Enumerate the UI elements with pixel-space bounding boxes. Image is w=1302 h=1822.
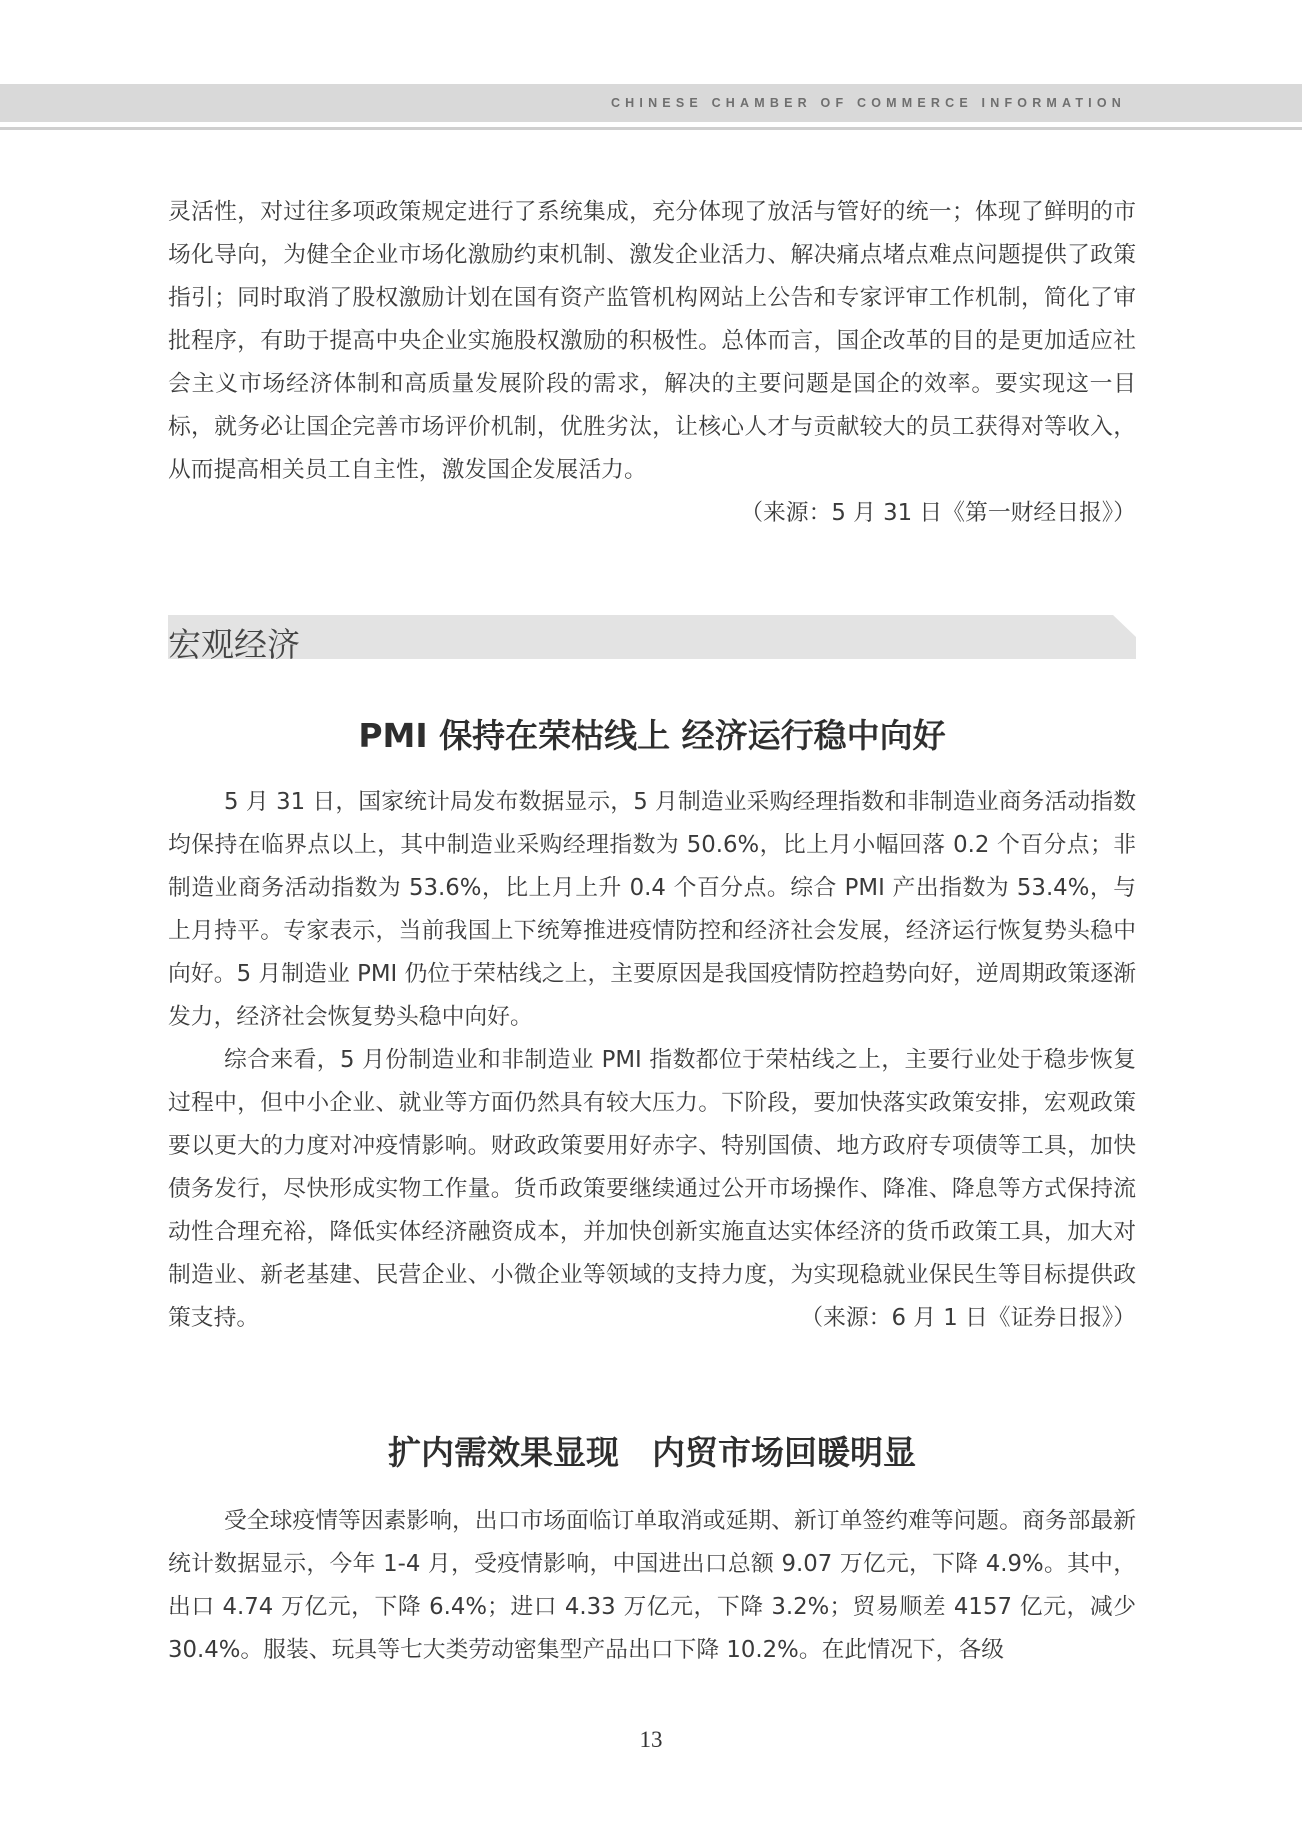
article-paragraph-text: 综合来看，5 月份制造业和非制造业 PMI 指数都位于荣枯线之上，主要行业处于稳步恢复过程中，但中小企业、就业等方面仍然具有较大压力。下阶段，要加快落实政策安排，宏观政策要以更大的力度对冲疫情影响。财政政策要用好赤字、特别国债、地方政府专项债等工具，加快债务发行，尽快形成实物工作量。货币政策要继续通过公开市场操作、降准、降息等方式保持流动性合理充裕，降低实体经济融资成本，并加快创新实施直达实体经济的货币政策工具，加大对制造业、新老基建、民营企业、小微企业等领域的支持力度，为实现稳就业保民生等目标提供政策支持。 xyxy=(168,1047,1136,1331)
section-header xyxy=(168,615,1136,664)
continued-source: （来源：5 月 31 日《第一财经日报》） xyxy=(740,500,1136,526)
running-header: CHINESE CHAMBER OF COMMERCE INFORMATION xyxy=(610,96,1126,110)
article-paragraph xyxy=(168,1039,1136,1340)
header-divider xyxy=(0,127,1302,130)
article-paragraph: 受全球疫情等因素影响，出口市场面临订单取消或延期、新订单签约难等问题。商务部最新统计数据显示，今年 1-4 月，受疫情影响，中国进出口总额 9.07 万亿元，下降 4.9%。其中，出口 4.74 万亿元，下降 6.4%；进口 4.33 万亿元，下降 3.2%；贸易顺差 4157 亿元，减少 30.4%。服装、玩具等七大类劳动密集型产品出口下降 10.2%。在此情况下，各级 xyxy=(168,1508,1136,1663)
continued-paragraph: 灵活性，对过往多项政策规定进行了系统集成，充分体现了放活与管好的统一；体现了鲜明的市场化导向，为健全企业市场化激励约束机制、激发企业活力、解决痛点堵点难点问题提供了政策指引；同时取消了股权激励计划在国有资产监管机构网站上公告和专家评审工作机制，简化了审批程序，有助于提高中央企业实施股权激励的积极性。总体而言，国企改革的目的是更加适应社会主义市场经济体制和高质量发展阶段的需求，解决的主要问题是国企的效率。要实现这一目标，就务必让国企完善市场评价机制，优胜劣汰，让核心人才与贡献较大的员工获得对等收入，从而提高相关员工自主性，激发国企发展活力。 xyxy=(168,199,1136,483)
article-paragraph: 5 月 31 日，国家统计局发布数据显示，5 月制造业采购经理指数和非制造业商务活动指数均保持在临界点以上，其中制造业采购经理指数为 50.6%，比上月小幅回落 0.2 个百分点；非制造业商务活动指数为 53.6%，比上月上升 0.4 个百分点。综合 PMI 产出指数为 53.4%，与上月持平。专家表示，当前我国上下统筹推进疫情防控和经济社会发展，经济运行恢复势头稳中向好。5 月制造业 PMI 仍位于荣枯线之上，主要原因是我国疫情防控趋势向好，逆周期政策逐渐发力，经济社会恢复势头稳中向好。 xyxy=(168,789,1136,1030)
article-domestic-trade xyxy=(168,1427,1136,1672)
article-title: 扩内需效果显现 内贸市场回暖明显 xyxy=(388,1433,916,1472)
article-source: （来源：6 月 1 日《证券日报》） xyxy=(800,1305,1136,1331)
article-pmi xyxy=(168,710,1136,1340)
section-title: 宏观经济 xyxy=(168,625,300,664)
continued-article xyxy=(168,191,1136,535)
section-bar-shape xyxy=(168,615,1136,659)
article-title: PMI 保持在荣枯线上 经济运行稳中向好 xyxy=(358,716,946,755)
page-number: 13 xyxy=(639,1727,663,1752)
